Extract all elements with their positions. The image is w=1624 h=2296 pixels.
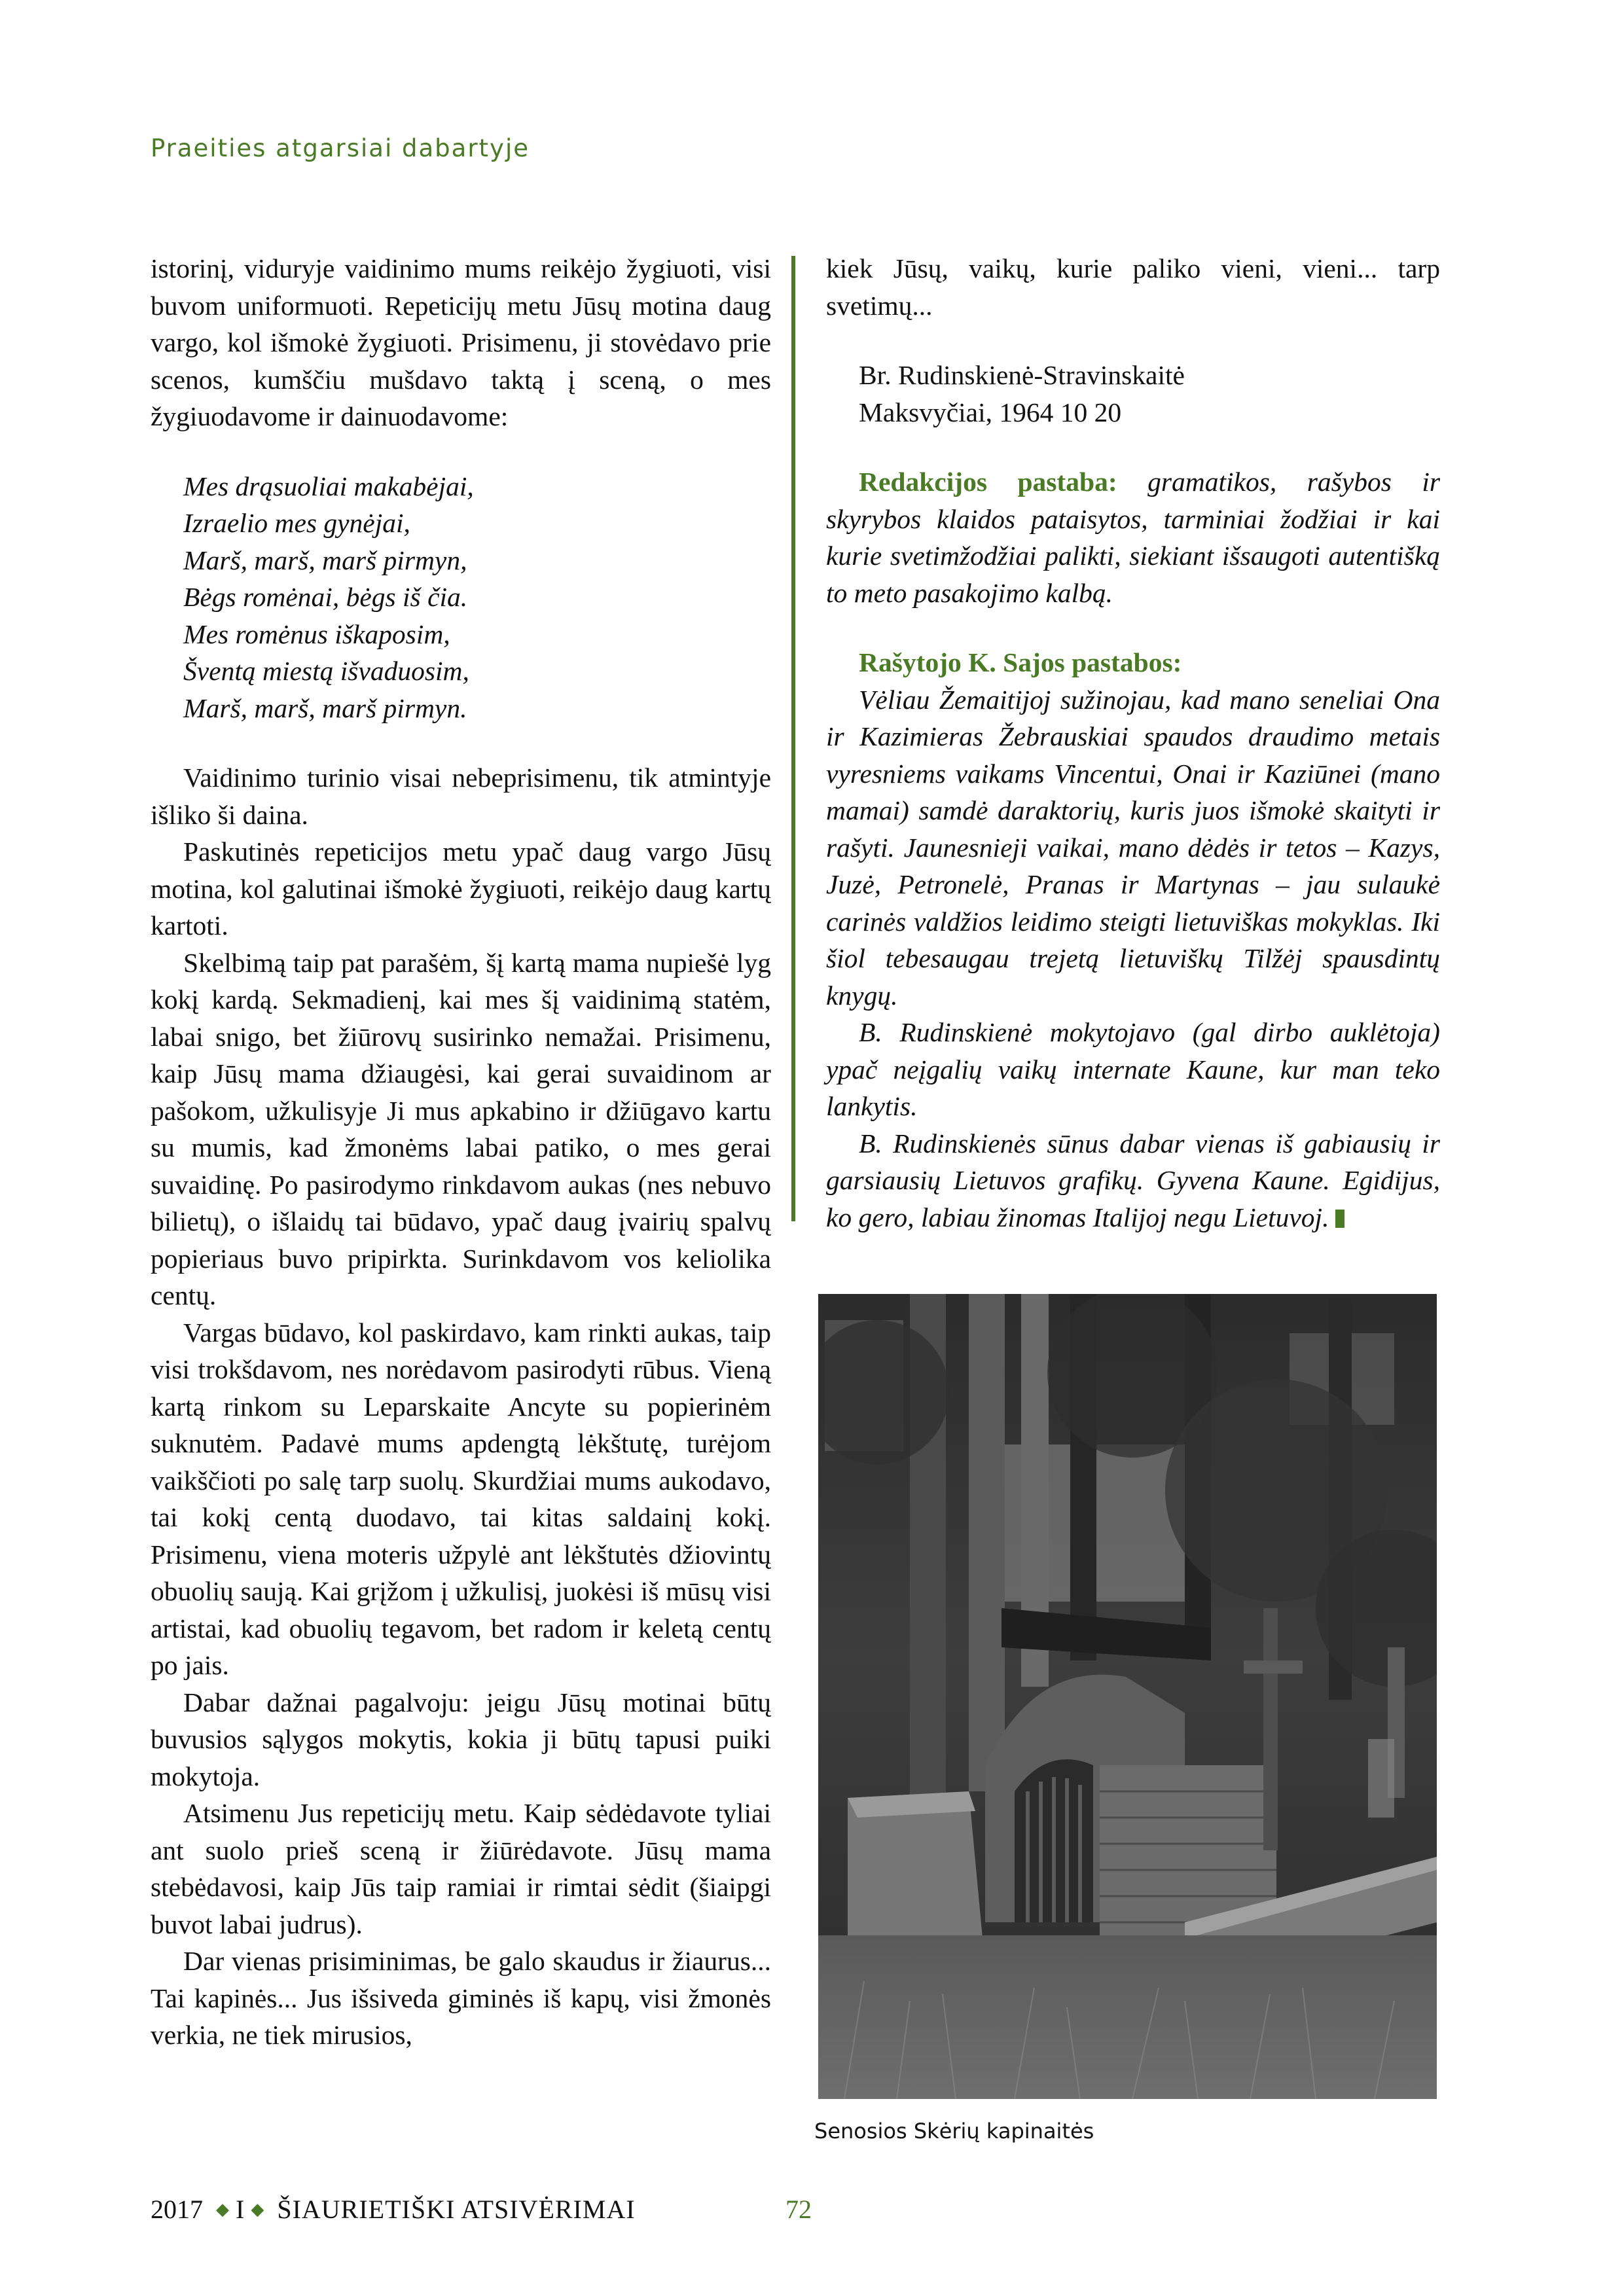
paragraph: Dar vienas prisiminimas, be galo skaudus ir žiaurus... Tai kapinės... Jus išsiveda giminės iš kapų, visi žmonės verkia, ne tiek mirusios, (151, 1946, 771, 2050)
poem-line: Izraelio mes gynėjai, (183, 508, 410, 538)
diamond-icon: ◆ (216, 2200, 229, 2219)
editorial-note (826, 463, 1440, 611)
paragraph: Skelbimą taip pat parašėm, šį kartą mama nupiešė lyg kokį kardą. Sekmadienį, kai mes šį vaidinimą statėm, labai snigo, bet žiūrovų susirinko nemažai. Prisimenu, kaip Jūsų mama džiaugėsi, kai gerai suvaidinom ar pašokom, užkulisyje Ji mus apkabino ir džiūgavo kartu su mumis, kad žmonėms labai patiko, o mes gerai suvaidinę. Po pasirodymo rinkdavom aukas (nes nebuvo bilietų), o išlaidų tai būdavo, ypač daug įvairių spalvų popieriaus buvo pripirkta. Surinkdavom vos keliolika centų. (151, 947, 771, 1310)
writer-note-text: B. Rudinskienės sūnus dabar vienas iš gabiausių ir garsiausių Lietuvos grafikų. Gyvena Kaune. Egidijus, ko gero, labiau žinomas Italijoj negu Lietuvoj. (826, 1128, 1440, 1232)
poem-line: Mes romėnus iškaposim, (183, 619, 450, 649)
writer-notes-heading: Rašytojo K. Sajos pastabos: (859, 647, 1182, 677)
end-of-article-icon (1335, 1210, 1344, 1228)
editorial-note-label: Redakcijos pastaba: (859, 467, 1117, 497)
page-number: 72 (785, 2195, 812, 2224)
writer-note-paragraph: Vėliau Žemaitijoj sužinojau, kad mano seneliai Ona ir Kazimieras Žebrauskiai spaudos draudimo metais vyresniems vaikams Vincentui, Onai ir Kaziūnei (mano mamai) samdė daraktorių, kuris juos išmokė skaityti ir rašyti. Jaunesnieji vaikai, mano dėdės ir tetos – Kazys, Juzė, Petronelė, Pranas ir Martynas – jau sulaukė carinės valdžios leidimo steigti lietuviškas mokyklas. Iki šiol tebesaugau trejetą lietuviškų Tilžėj spausdintų knygų. (826, 684, 1440, 1011)
writer-note-paragraph: B. Rudinskienė mokytojavo (gal dirbo auklėtoja) ypač neįgalių vaikų internate Kaune, kur man teko lankytis. (826, 1017, 1440, 1121)
right-column (826, 250, 1440, 1236)
poem-line: Mes drąsuoliai makabėjai, (183, 471, 474, 501)
diamond-icon: ◆ (251, 2200, 264, 2219)
footer-journal-title: ŠIAURIETIŠKI ATSIVĖRIMAI (277, 2195, 636, 2224)
editorial-note-text: gramatikos, rašybos ir skyrybos klaidos pataisytos, tarminiai žodžiai ir kai kurie svetimžodžiai palikti, siekiant išsaugoti autentišką to meto pasakojimo kalbą. (826, 467, 1440, 608)
footer-year: 2017 (151, 2195, 203, 2224)
running-title: Praeities atgarsiai dabartyje (151, 134, 530, 162)
signature-place-date: Maksvyčiai, 1964 10 20 (859, 397, 1122, 427)
poem-line: Marš, marš, marš pirmyn. (183, 692, 467, 723)
page-footer (151, 2194, 636, 2225)
paragraph: Paskutinės repeticijos metu ypač daug vargo Jūsų motina, kol galutinai išmokė žygiuoti, reikėjo daug kartų kartoti. (151, 836, 771, 941)
column-divider (791, 256, 795, 1221)
writer-note-paragraph (826, 1125, 1440, 1236)
paragraph: Vaidinimo turinio visai nebeprisimenu, tik atmintyje išliko ši daina. (151, 762, 771, 830)
paragraph: Dabar dažnai pagalvoju: jeigu Jūsų motinai būtų buvusios sąlygos mokytis, kokia ji būtų tapusi puiki mokytoja. (151, 1687, 771, 1791)
photo-caption: Senosios Skėrių kapinaitės (814, 2119, 1094, 2144)
poem-line: Bėgs romėnai, bėgs iš čia. (183, 582, 468, 612)
poem-line: Marš, marš, marš pirmyn, (183, 545, 467, 575)
paragraph: kiek Jūsų, vaikų, kurie paliko vieni, vieni... tarp svetimų... (826, 253, 1440, 321)
paragraph: Atsimenu Jus repeticijų metu. Kaip sėdėdavote tyliai ant suolo prieš sceną ir žiūrėdavote. Jūsų mama stebėdavosi, kaip Jūs taip ramiai ir rimtai sėdit (šiaipgi buvot labai judrus). (151, 1798, 771, 1939)
footer-issue: I (236, 2195, 245, 2224)
letter-signature (859, 357, 1440, 431)
signature-author: Br. Rudinskienė-Stravinskaitė (859, 360, 1185, 390)
paragraph: istorinį, viduryje vaidinimo mums reikėjo žygiuoti, visi buvom uniformuoti. Repeticijų metu Jūsų motina daug vargo, kol išmokė žygiuoti. Prisimenu, ji stovėdavo prie scenos, kumščiu mušdavo taktą į sceną, o mes žygiuodavome ir dainuodavome: (151, 253, 771, 431)
poem (183, 468, 771, 727)
poem-line: Šventą miestą išvaduosim, (183, 656, 469, 686)
cemetery-photo (818, 1294, 1437, 2099)
paragraph: Vargas būdavo, kol paskirdavo, kam rinkti aukas, taip visi trokšdavom, nes norėdavom pasirodyti rūbus. Vieną kartą rinkom su Leparskaite Ancyte su popierinėm suknutėm. Padavė mums apdengtą lėkštutę, turėjom vaikščioti po salę tarp suolų. Skurdžiai mums aukodavo, tai kokį centą duodavo, tai kitas saldainį kokį. Prisimenu, viena moteris užpylė ant lėkštutės džiovintų obuolių saują. Kai grįžom į užkulisį, juokėsi iš mūsų visi artistai, kad obuolių tegavom, bet radom ir keletą centų po jais. (151, 1317, 771, 1680)
left-column (151, 250, 771, 2054)
